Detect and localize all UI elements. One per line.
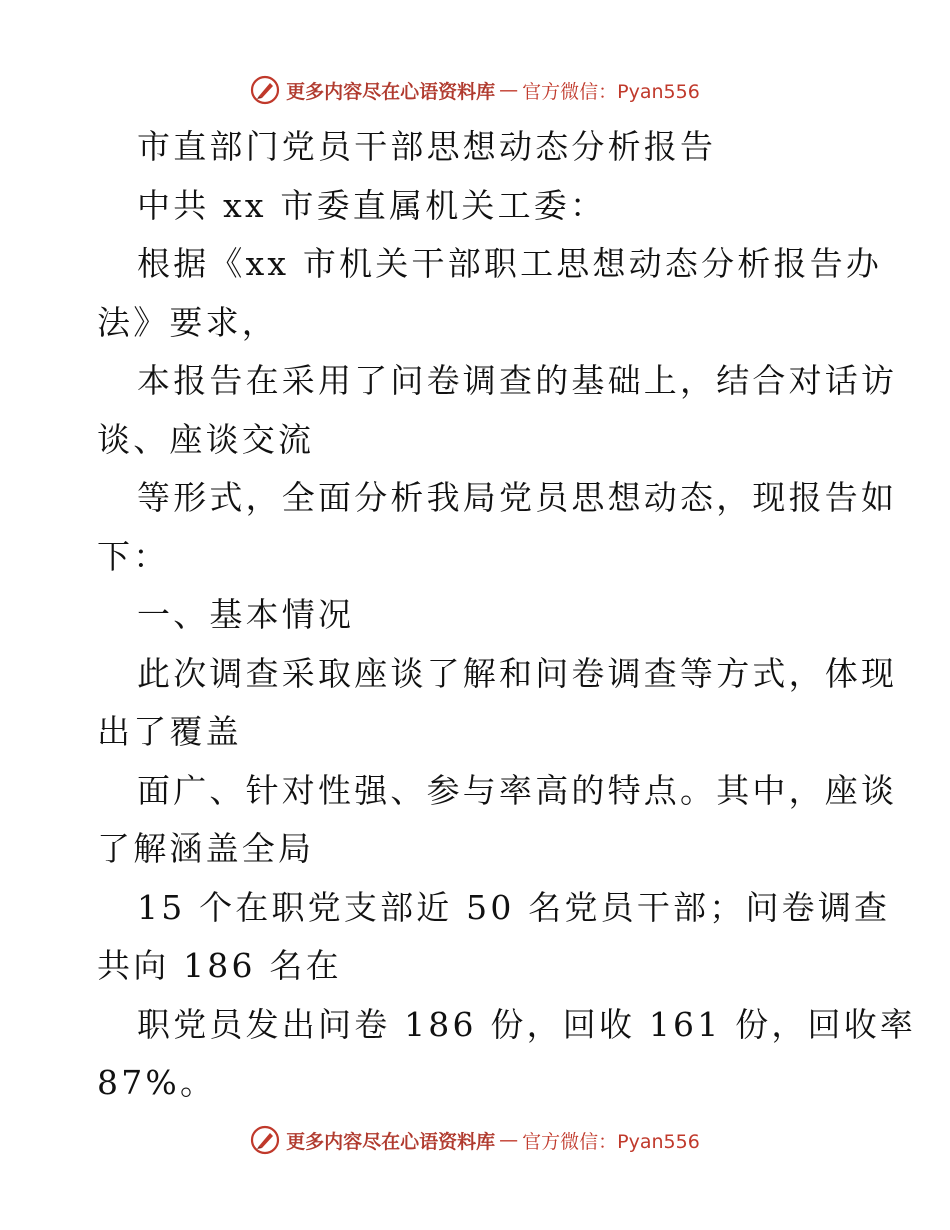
doc-paragraph-line: 共向 186 名在 — [97, 946, 342, 985]
doc-paragraph-line: 等形式，全面分析我局党员思想动态，现报告如 — [137, 478, 898, 517]
doc-paragraph-line: 谈、座谈交流 — [97, 419, 315, 459]
watermark-contact: 官方微信：Pyan556 — [522, 1130, 700, 1153]
doc-paragraph-line: 此次调查采取座谈了解和问卷调查等方式，体现 — [137, 653, 898, 693]
doc-paragraph-line: 法》要求， — [97, 302, 278, 342]
document-body — [97, 118, 917, 1113]
footer-watermark — [0, 1120, 950, 1160]
pen-logo-icon — [250, 1125, 280, 1155]
header-watermark — [0, 70, 950, 110]
doc-paragraph-line: 面广、针对性强、参与率高的特点。其中，座谈 — [137, 770, 898, 810]
doc-paragraph-line: 87%。 — [97, 1063, 217, 1102]
watermark-separator: — — [499, 1129, 519, 1151]
doc-recipient: 中共 xx 市委直属机关工委： — [137, 185, 607, 225]
doc-paragraph-line: 15 个在职党支部近 50 名党员干部；问卷调查 — [137, 887, 891, 927]
watermark-contact: 官方微信：Pyan556 — [522, 80, 700, 103]
doc-paragraph-line: 职党员发出问卷 186 份，回收 161 份，回收率 — [137, 1004, 917, 1044]
doc-paragraph-line: 本报告在采用了问卷调查的基础上，结合对话访 — [137, 361, 898, 400]
watermark-text: 更多内容尽在心语资料库 — [286, 80, 496, 103]
section-heading: 一、基本情况 — [137, 595, 355, 634]
doc-title: 市直部门党员干部思想动态分析报告 — [137, 127, 717, 166]
doc-paragraph-line: 出了覆盖 — [97, 712, 242, 751]
watermark-text: 更多内容尽在心语资料库 — [286, 1130, 496, 1153]
doc-paragraph-line: 下： — [97, 536, 170, 576]
pen-logo-icon — [250, 75, 280, 105]
doc-paragraph-line: 根据《xx 市机关干部职工思想动态分析报告办 — [137, 244, 883, 283]
doc-paragraph-line: 了解涵盖全局 — [97, 829, 315, 868]
watermark-separator: — — [499, 79, 519, 101]
